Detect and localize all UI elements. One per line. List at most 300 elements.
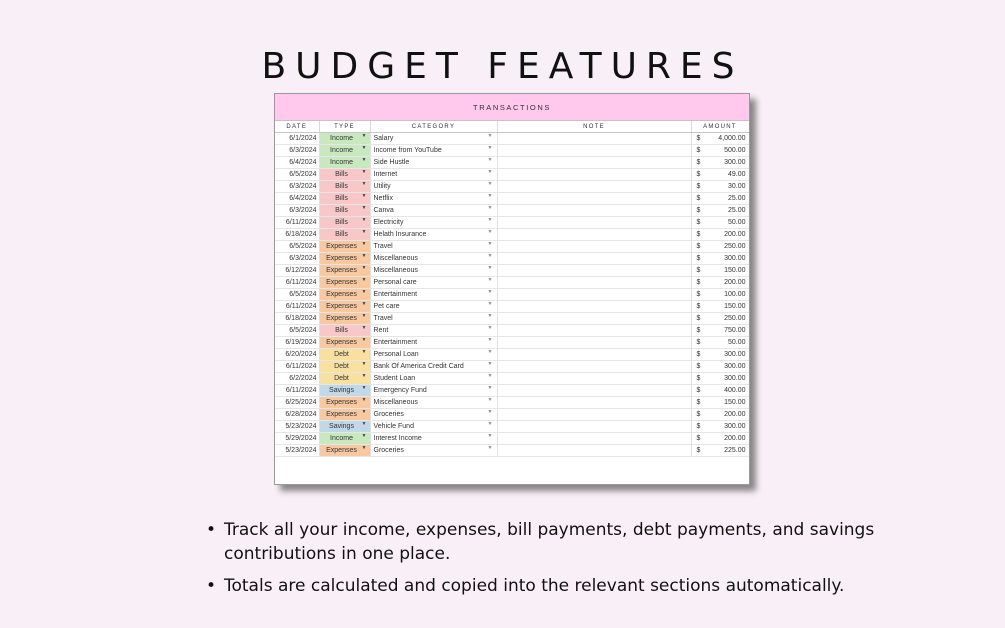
dropdown-arrow-icon[interactable]: ▼ bbox=[361, 289, 367, 295]
note-cell[interactable] bbox=[497, 433, 691, 445]
dropdown-arrow-icon[interactable]: ▼ bbox=[487, 193, 493, 199]
category-value: Personal Loan bbox=[373, 351, 419, 358]
dropdown-arrow-icon[interactable]: ▼ bbox=[487, 181, 493, 187]
type-dropdown[interactable] bbox=[319, 241, 370, 253]
category-dropdown[interactable] bbox=[370, 349, 497, 361]
type-value: Expenses bbox=[326, 243, 357, 250]
currency-symbol: $ bbox=[696, 231, 701, 238]
dropdown-arrow-icon[interactable]: ▼ bbox=[487, 217, 493, 223]
amount-value: 25.00 bbox=[727, 207, 746, 214]
type-dropdown[interactable] bbox=[319, 193, 370, 205]
category-value: Miscellaneous bbox=[373, 267, 418, 274]
dropdown-arrow-icon[interactable]: ▼ bbox=[361, 265, 367, 271]
currency-symbol: $ bbox=[696, 267, 701, 274]
type-value: Bills bbox=[335, 207, 348, 214]
note-cell[interactable] bbox=[497, 265, 691, 277]
dropdown-arrow-icon[interactable]: ▼ bbox=[487, 205, 493, 211]
category-value: Entertainment bbox=[373, 291, 418, 298]
note-cell[interactable] bbox=[497, 301, 691, 313]
note-cell[interactable] bbox=[497, 445, 691, 457]
dropdown-arrow-icon[interactable]: ▼ bbox=[361, 133, 367, 139]
date-cell[interactable]: 6/18/2024 bbox=[275, 229, 319, 241]
type-dropdown[interactable] bbox=[319, 445, 370, 457]
currency-symbol: $ bbox=[696, 375, 701, 382]
type-dropdown[interactable] bbox=[319, 205, 370, 217]
amount-value: 300.00 bbox=[724, 351, 746, 358]
type-dropdown[interactable] bbox=[319, 277, 370, 289]
currency-symbol: $ bbox=[696, 195, 701, 202]
currency-symbol: $ bbox=[696, 339, 701, 346]
dropdown-arrow-icon[interactable]: ▼ bbox=[361, 181, 367, 187]
currency-symbol: $ bbox=[696, 327, 701, 334]
amount-cell[interactable] bbox=[691, 133, 749, 145]
dropdown-arrow-icon[interactable]: ▼ bbox=[487, 133, 493, 139]
category-value: Interest Income bbox=[373, 435, 422, 442]
amount-cell[interactable] bbox=[691, 421, 749, 433]
currency-symbol: $ bbox=[696, 435, 701, 442]
amount-value: 300.00 bbox=[724, 375, 746, 382]
amount-cell[interactable] bbox=[691, 445, 749, 457]
type-dropdown[interactable] bbox=[319, 409, 370, 421]
header-row bbox=[275, 121, 749, 133]
amount-value: 200.00 bbox=[724, 279, 746, 286]
amount-value: 200.00 bbox=[724, 411, 746, 418]
category-dropdown[interactable] bbox=[370, 373, 497, 385]
page-title: BUDGET FEATURES bbox=[261, 46, 744, 88]
category-value: Salary bbox=[373, 135, 394, 142]
amount-value: 400.00 bbox=[724, 387, 746, 394]
dropdown-arrow-icon[interactable]: ▼ bbox=[487, 145, 493, 151]
column-header-category[interactable]: CATEGORY bbox=[370, 121, 497, 133]
amount-value: 250.00 bbox=[724, 315, 746, 322]
table-body bbox=[275, 133, 749, 457]
table-row bbox=[275, 361, 749, 373]
column-header-note[interactable]: NOTE bbox=[497, 121, 691, 133]
dropdown-arrow-icon[interactable]: ▼ bbox=[487, 169, 493, 175]
note-cell[interactable] bbox=[497, 421, 691, 433]
note-cell[interactable] bbox=[497, 133, 691, 145]
note-cell[interactable] bbox=[497, 253, 691, 265]
currency-symbol: $ bbox=[696, 183, 701, 190]
note-cell[interactable] bbox=[497, 385, 691, 397]
date-cell[interactable]: 6/18/2024 bbox=[275, 313, 319, 325]
table-row bbox=[275, 241, 749, 253]
date-cell[interactable]: 6/1/2024 bbox=[275, 133, 319, 145]
type-value: Bills bbox=[335, 327, 348, 334]
type-dropdown[interactable] bbox=[319, 145, 370, 157]
amount-cell[interactable] bbox=[691, 241, 749, 253]
dropdown-arrow-icon[interactable]: ▼ bbox=[361, 349, 367, 355]
category-value: Personal care bbox=[373, 279, 417, 286]
category-value: Travel bbox=[373, 315, 393, 322]
type-dropdown[interactable] bbox=[319, 181, 370, 193]
type-value: Expenses bbox=[326, 267, 357, 274]
type-dropdown[interactable] bbox=[319, 349, 370, 361]
category-dropdown[interactable] bbox=[370, 265, 497, 277]
dropdown-arrow-icon[interactable]: ▼ bbox=[361, 409, 367, 415]
type-dropdown[interactable] bbox=[319, 337, 370, 349]
amount-value: 225.00 bbox=[724, 447, 746, 454]
dropdown-arrow-icon[interactable]: ▼ bbox=[361, 241, 367, 247]
date-cell[interactable]: 6/11/2024 bbox=[275, 385, 319, 397]
note-cell[interactable] bbox=[497, 289, 691, 301]
dropdown-arrow-icon[interactable]: ▼ bbox=[487, 241, 493, 247]
dropdown-arrow-icon[interactable]: ▼ bbox=[361, 385, 367, 391]
note-cell[interactable] bbox=[497, 349, 691, 361]
dropdown-arrow-icon[interactable]: ▼ bbox=[487, 325, 493, 331]
column-header-date[interactable]: DATE bbox=[275, 121, 319, 133]
type-dropdown[interactable] bbox=[319, 361, 370, 373]
dropdown-arrow-icon[interactable]: ▼ bbox=[361, 157, 367, 163]
type-value: Expenses bbox=[326, 291, 357, 298]
dropdown-arrow-icon[interactable]: ▼ bbox=[361, 313, 367, 319]
date-cell[interactable]: 6/11/2024 bbox=[275, 277, 319, 289]
dropdown-arrow-icon[interactable]: ▼ bbox=[361, 301, 367, 307]
type-dropdown[interactable] bbox=[319, 397, 370, 409]
type-dropdown[interactable] bbox=[319, 229, 370, 241]
amount-cell[interactable] bbox=[691, 217, 749, 229]
currency-symbol: $ bbox=[696, 291, 701, 298]
transactions-table bbox=[275, 121, 750, 457]
date-cell[interactable]: 6/12/2024 bbox=[275, 265, 319, 277]
dropdown-arrow-icon[interactable]: ▼ bbox=[487, 385, 493, 391]
dropdown-arrow-icon[interactable]: ▼ bbox=[487, 157, 493, 163]
amount-value: 300.00 bbox=[724, 255, 746, 262]
type-dropdown[interactable] bbox=[319, 265, 370, 277]
table-row bbox=[275, 193, 749, 205]
amount-cell[interactable] bbox=[691, 277, 749, 289]
type-dropdown[interactable] bbox=[319, 133, 370, 145]
category-dropdown[interactable] bbox=[370, 193, 497, 205]
amount-cell[interactable] bbox=[691, 325, 749, 337]
type-dropdown[interactable] bbox=[319, 325, 370, 337]
column-header-amount[interactable]: AMOUNT bbox=[691, 121, 749, 133]
amount-value: 300.00 bbox=[724, 159, 746, 166]
date-cell[interactable]: 6/11/2024 bbox=[275, 301, 319, 313]
type-value: Income bbox=[330, 147, 353, 154]
table-row bbox=[275, 301, 749, 313]
amount-cell[interactable] bbox=[691, 337, 749, 349]
amount-value: 300.00 bbox=[724, 363, 746, 370]
dropdown-arrow-icon[interactable]: ▼ bbox=[487, 433, 493, 439]
note-cell[interactable] bbox=[497, 229, 691, 241]
amount-cell[interactable] bbox=[691, 145, 749, 157]
dropdown-arrow-icon[interactable]: ▼ bbox=[487, 289, 493, 295]
type-value: Debt bbox=[334, 351, 349, 358]
note-cell[interactable] bbox=[497, 193, 691, 205]
dropdown-arrow-icon[interactable]: ▼ bbox=[487, 361, 493, 367]
category-value: Income from YouTube bbox=[373, 147, 442, 154]
category-dropdown[interactable] bbox=[370, 241, 497, 253]
dropdown-arrow-icon[interactable]: ▼ bbox=[361, 433, 367, 439]
date-cell[interactable]: 6/5/2024 bbox=[275, 241, 319, 253]
currency-symbol: $ bbox=[696, 315, 701, 322]
feature-list bbox=[204, 518, 904, 606]
table-row bbox=[275, 385, 749, 397]
amount-value: 30.00 bbox=[727, 183, 746, 190]
type-value: Expenses bbox=[326, 279, 357, 286]
note-cell[interactable] bbox=[497, 313, 691, 325]
category-value: Travel bbox=[373, 243, 393, 250]
note-cell[interactable] bbox=[497, 337, 691, 349]
date-cell[interactable]: 6/25/2024 bbox=[275, 397, 319, 409]
table-row bbox=[275, 397, 749, 409]
amount-value: 50.00 bbox=[727, 219, 746, 226]
currency-symbol: $ bbox=[696, 207, 701, 214]
table-row bbox=[275, 289, 749, 301]
table-row bbox=[275, 445, 749, 457]
note-cell[interactable] bbox=[497, 397, 691, 409]
category-value: Utility bbox=[373, 183, 391, 190]
category-dropdown[interactable] bbox=[370, 433, 497, 445]
category-dropdown[interactable] bbox=[370, 301, 497, 313]
note-cell[interactable] bbox=[497, 373, 691, 385]
dropdown-arrow-icon[interactable]: ▼ bbox=[361, 445, 367, 451]
type-dropdown[interactable] bbox=[319, 385, 370, 397]
currency-symbol: $ bbox=[696, 411, 701, 418]
date-cell[interactable]: 6/5/2024 bbox=[275, 289, 319, 301]
table-row bbox=[275, 265, 749, 277]
dropdown-arrow-icon[interactable]: ▼ bbox=[361, 205, 367, 211]
amount-value: 500.00 bbox=[724, 147, 746, 154]
dropdown-arrow-icon[interactable]: ▼ bbox=[361, 193, 367, 199]
date-cell[interactable]: 5/23/2024 bbox=[275, 445, 319, 457]
category-value: Vehicle Fund bbox=[373, 423, 414, 430]
table-row bbox=[275, 145, 749, 157]
date-cell[interactable]: 5/29/2024 bbox=[275, 433, 319, 445]
table-row bbox=[275, 205, 749, 217]
amount-cell[interactable] bbox=[691, 169, 749, 181]
category-dropdown[interactable] bbox=[370, 169, 497, 181]
category-dropdown[interactable] bbox=[370, 289, 497, 301]
dropdown-arrow-icon[interactable]: ▼ bbox=[361, 397, 367, 403]
dropdown-arrow-icon[interactable]: ▼ bbox=[487, 313, 493, 319]
category-value: Bank Of America Credit Card bbox=[373, 363, 464, 370]
category-dropdown[interactable] bbox=[370, 409, 497, 421]
type-value: Debt bbox=[334, 375, 349, 382]
type-dropdown[interactable] bbox=[319, 289, 370, 301]
category-dropdown[interactable] bbox=[370, 205, 497, 217]
dropdown-arrow-icon[interactable]: ▼ bbox=[361, 145, 367, 151]
note-cell[interactable] bbox=[497, 241, 691, 253]
date-cell[interactable]: 5/23/2024 bbox=[275, 421, 319, 433]
dropdown-arrow-icon[interactable]: ▼ bbox=[361, 337, 367, 343]
note-cell[interactable] bbox=[497, 361, 691, 373]
amount-cell[interactable] bbox=[691, 205, 749, 217]
table-row bbox=[275, 313, 749, 325]
date-cell[interactable]: 6/3/2024 bbox=[275, 145, 319, 157]
dropdown-arrow-icon[interactable]: ▼ bbox=[487, 349, 493, 355]
note-cell[interactable] bbox=[497, 145, 691, 157]
table-row bbox=[275, 373, 749, 385]
table-row bbox=[275, 133, 749, 145]
category-dropdown[interactable] bbox=[370, 361, 497, 373]
dropdown-arrow-icon[interactable]: ▼ bbox=[361, 217, 367, 223]
type-value: Bills bbox=[335, 171, 348, 178]
note-cell[interactable] bbox=[497, 181, 691, 193]
type-dropdown[interactable] bbox=[319, 373, 370, 385]
dropdown-arrow-icon[interactable]: ▼ bbox=[487, 445, 493, 451]
dropdown-arrow-icon[interactable]: ▼ bbox=[487, 337, 493, 343]
category-dropdown[interactable] bbox=[370, 181, 497, 193]
category-dropdown[interactable] bbox=[370, 385, 497, 397]
amount-cell[interactable] bbox=[691, 301, 749, 313]
type-value: Expenses bbox=[326, 447, 357, 454]
amount-cell[interactable] bbox=[691, 193, 749, 205]
type-value: Income bbox=[330, 435, 353, 442]
type-value: Expenses bbox=[326, 411, 357, 418]
dropdown-arrow-icon[interactable]: ▼ bbox=[361, 253, 367, 259]
amount-cell[interactable] bbox=[691, 349, 749, 361]
type-value: Expenses bbox=[326, 339, 357, 346]
category-dropdown[interactable] bbox=[370, 253, 497, 265]
dropdown-arrow-icon[interactable]: ▼ bbox=[361, 169, 367, 175]
note-cell[interactable] bbox=[497, 217, 691, 229]
category-dropdown[interactable] bbox=[370, 325, 497, 337]
amount-cell[interactable] bbox=[691, 385, 749, 397]
dropdown-arrow-icon[interactable]: ▼ bbox=[487, 397, 493, 403]
table-row bbox=[275, 277, 749, 289]
date-cell[interactable]: 6/4/2024 bbox=[275, 193, 319, 205]
category-dropdown[interactable] bbox=[370, 421, 497, 433]
category-dropdown[interactable] bbox=[370, 229, 497, 241]
amount-cell[interactable] bbox=[691, 181, 749, 193]
dropdown-arrow-icon[interactable]: ▼ bbox=[361, 421, 367, 427]
currency-symbol: $ bbox=[696, 387, 701, 394]
dropdown-arrow-icon[interactable]: ▼ bbox=[487, 301, 493, 307]
type-dropdown[interactable] bbox=[319, 433, 370, 445]
currency-symbol: $ bbox=[696, 303, 701, 310]
type-value: Expenses bbox=[326, 315, 357, 322]
type-value: Bills bbox=[335, 231, 348, 238]
amount-cell[interactable] bbox=[691, 265, 749, 277]
amount-value: 300.00 bbox=[724, 423, 746, 430]
currency-symbol: $ bbox=[696, 159, 701, 166]
transactions-sheet bbox=[274, 93, 750, 485]
date-cell[interactable]: 6/11/2024 bbox=[275, 361, 319, 373]
amount-cell[interactable] bbox=[691, 289, 749, 301]
category-value: Entertainment bbox=[373, 339, 418, 346]
amount-cell[interactable] bbox=[691, 253, 749, 265]
amount-cell[interactable] bbox=[691, 157, 749, 169]
date-cell[interactable]: 6/3/2024 bbox=[275, 181, 319, 193]
date-cell[interactable]: 6/5/2024 bbox=[275, 169, 319, 181]
amount-cell[interactable] bbox=[691, 373, 749, 385]
currency-symbol: $ bbox=[696, 171, 701, 178]
date-cell[interactable]: 6/5/2024 bbox=[275, 325, 319, 337]
category-value: Pet care bbox=[373, 303, 400, 310]
category-value: Miscellaneous bbox=[373, 399, 418, 406]
type-dropdown[interactable] bbox=[319, 217, 370, 229]
date-cell[interactable]: 6/2/2024 bbox=[275, 373, 319, 385]
type-dropdown[interactable] bbox=[319, 157, 370, 169]
category-dropdown[interactable] bbox=[370, 145, 497, 157]
date-cell[interactable]: 6/19/2024 bbox=[275, 337, 319, 349]
note-cell[interactable] bbox=[497, 169, 691, 181]
note-cell[interactable] bbox=[497, 205, 691, 217]
type-dropdown[interactable] bbox=[319, 253, 370, 265]
date-cell[interactable]: 6/11/2024 bbox=[275, 217, 319, 229]
category-dropdown[interactable] bbox=[370, 313, 497, 325]
dropdown-arrow-icon[interactable]: ▼ bbox=[361, 325, 367, 331]
note-cell[interactable] bbox=[497, 277, 691, 289]
type-dropdown[interactable] bbox=[319, 421, 370, 433]
category-dropdown[interactable] bbox=[370, 397, 497, 409]
type-dropdown[interactable] bbox=[319, 169, 370, 181]
amount-cell[interactable] bbox=[691, 409, 749, 421]
note-cell[interactable] bbox=[497, 325, 691, 337]
amount-value: 150.00 bbox=[724, 303, 746, 310]
category-value: Helath Insurance bbox=[373, 231, 427, 238]
amount-cell[interactable] bbox=[691, 229, 749, 241]
table-row bbox=[275, 421, 749, 433]
date-cell[interactable]: 6/4/2024 bbox=[275, 157, 319, 169]
amount-cell[interactable] bbox=[691, 433, 749, 445]
type-value: Expenses bbox=[326, 255, 357, 262]
amount-cell[interactable] bbox=[691, 361, 749, 373]
amount-value: 150.00 bbox=[724, 399, 746, 406]
category-value: Student Loan bbox=[373, 375, 416, 382]
currency-symbol: $ bbox=[696, 219, 701, 226]
currency-symbol: $ bbox=[696, 351, 701, 358]
amount-value: 50.00 bbox=[727, 339, 746, 346]
dropdown-arrow-icon[interactable]: ▼ bbox=[487, 253, 493, 259]
dropdown-arrow-icon[interactable]: ▼ bbox=[487, 373, 493, 379]
dropdown-arrow-icon[interactable]: ▼ bbox=[487, 409, 493, 415]
amount-value: 200.00 bbox=[724, 231, 746, 238]
category-dropdown[interactable] bbox=[370, 337, 497, 349]
currency-symbol: $ bbox=[696, 423, 701, 430]
amount-cell[interactable] bbox=[691, 313, 749, 325]
date-cell[interactable]: 6/3/2024 bbox=[275, 205, 319, 217]
category-dropdown[interactable] bbox=[370, 133, 497, 145]
note-cell[interactable] bbox=[497, 157, 691, 169]
type-dropdown[interactable] bbox=[319, 313, 370, 325]
dropdown-arrow-icon[interactable]: ▼ bbox=[487, 421, 493, 427]
type-value: Savings bbox=[329, 387, 354, 394]
amount-value: 200.00 bbox=[724, 435, 746, 442]
category-dropdown[interactable] bbox=[370, 157, 497, 169]
dropdown-arrow-icon[interactable]: ▼ bbox=[361, 361, 367, 367]
column-header-type[interactable]: TYPE bbox=[319, 121, 370, 133]
currency-symbol: $ bbox=[696, 147, 701, 154]
category-dropdown[interactable] bbox=[370, 277, 497, 289]
dropdown-arrow-icon[interactable]: ▼ bbox=[487, 265, 493, 271]
category-value: Rent bbox=[373, 327, 389, 334]
date-cell[interactable]: 6/3/2024 bbox=[275, 253, 319, 265]
table-row bbox=[275, 229, 749, 241]
currency-symbol: $ bbox=[696, 279, 701, 286]
category-dropdown[interactable] bbox=[370, 445, 497, 457]
category-dropdown[interactable] bbox=[370, 217, 497, 229]
amount-value: 250.00 bbox=[724, 243, 746, 250]
note-cell[interactable] bbox=[497, 409, 691, 421]
dropdown-arrow-icon[interactable]: ▼ bbox=[487, 229, 493, 235]
category-value: Miscellaneous bbox=[373, 255, 418, 262]
category-value: Groceries bbox=[373, 447, 404, 454]
type-dropdown[interactable] bbox=[319, 301, 370, 313]
currency-symbol: $ bbox=[696, 255, 701, 262]
amount-cell[interactable] bbox=[691, 397, 749, 409]
date-cell[interactable]: 6/20/2024 bbox=[275, 349, 319, 361]
sheet-title: TRANSACTIONS bbox=[275, 94, 749, 121]
dropdown-arrow-icon[interactable]: ▼ bbox=[487, 277, 493, 283]
dropdown-arrow-icon[interactable]: ▼ bbox=[361, 373, 367, 379]
category-value: Canva bbox=[373, 207, 394, 214]
date-cell[interactable]: 6/28/2024 bbox=[275, 409, 319, 421]
dropdown-arrow-icon[interactable]: ▼ bbox=[361, 277, 367, 283]
dropdown-arrow-icon[interactable]: ▼ bbox=[361, 229, 367, 235]
